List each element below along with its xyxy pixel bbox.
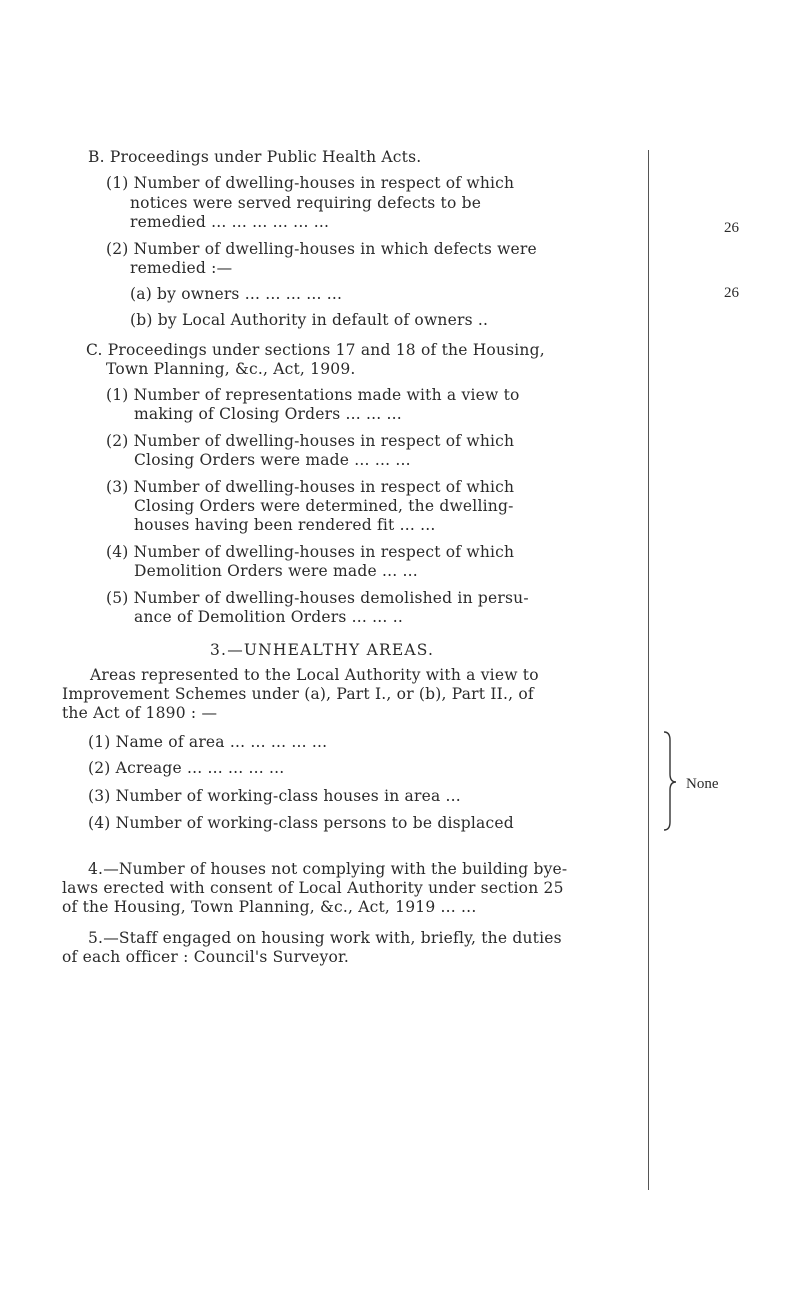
section-3-item4: (4) Number of working-class persons to be displaced (88, 814, 514, 832)
section-3-intro-line2: Improvement Schemes under (a), Part I., or (b), Part II., of (62, 685, 534, 703)
section-c-heading-line1: C. Proceedings under sections 17 and 18 of the Housing, (86, 341, 545, 359)
section-c-item5-line1: (5) Number of dwelling-houses demolished in persu- (106, 589, 529, 607)
section-c-item4-line2: Demolition Orders were made ... ... (134, 562, 418, 580)
section-b-item1-line3: remedied ... ... ... ... ... ... (130, 213, 330, 231)
section-c-heading-line2: Town Planning, &c., Act, 1909. (106, 360, 356, 378)
section-b-item2b: (b) by Local Authority in default of owners .. (130, 311, 489, 329)
section-b-item2-line1: (2) Number of dwelling-houses in which defects were (106, 240, 537, 258)
section-b-heading: B. Proceedings under Public Health Acts. (88, 148, 422, 166)
column-rule (648, 150, 649, 1190)
section-4-line3: of the Housing, Town Planning, &c., Act, 1919 ... ... (62, 898, 477, 916)
section-c-item2-line2: Closing Orders were made ... ... ... (134, 451, 411, 469)
section-c-item4-line1: (4) Number of dwelling-houses in respect of which (106, 543, 515, 561)
section-c-item1-line2: making of Closing Orders ... ... ... (134, 405, 402, 423)
section-3-value: None (686, 776, 719, 792)
section-c-item5-line2: ance of Demolition Orders ... ... .. (134, 608, 403, 626)
right-brace-icon (662, 676, 682, 834)
section-3-heading: 3.—UNHEALTHY AREAS. (210, 641, 435, 659)
section-3-intro-line1: Areas represented to the Local Authority with a view to (90, 666, 539, 684)
section-b-item2a-value: 26 (724, 285, 739, 301)
section-3-item2: (2) Acreage ... ... ... ... ... (88, 759, 285, 777)
section-c-item3-line3: houses having been rendered fit ... ... (134, 516, 436, 534)
section-3-intro-line3: the Act of 1890 : — (62, 704, 218, 722)
section-c-item3-line2: Closing Orders were determined, the dwelling- (134, 497, 514, 515)
section-3-item1: (1) Name of area ... ... ... ... ... (88, 733, 328, 751)
section-3-item3: (3) Number of working-class houses in area ... (88, 787, 461, 805)
section-5-line1: 5.—Staff engaged on housing work with, briefly, the duties (88, 929, 562, 947)
section-5-line2: of each officer : Council's Surveyor. (62, 948, 350, 966)
section-b-item2-line2: remedied :— (130, 259, 233, 277)
section-c-item3-line1: (3) Number of dwelling-houses in respect of which (106, 478, 515, 496)
section-4-line2: laws erected with consent of Local Authority under section 25 (62, 879, 564, 897)
section-b-item1-value: 26 (724, 220, 739, 236)
section-4-line1: 4.—Number of houses not complying with the building bye- (88, 860, 568, 878)
section-b-item1-line1: (1) Number of dwelling-houses in respect of which (106, 174, 515, 192)
section-b-item2a: (a) by owners ... ... ... ... ... (130, 285, 343, 303)
section-c-item1-line1: (1) Number of representations made with a view to (106, 386, 520, 404)
section-b-item1-line2: notices were served requiring defects to be (130, 194, 482, 212)
section-c-item2-line1: (2) Number of dwelling-houses in respect of which (106, 432, 515, 450)
